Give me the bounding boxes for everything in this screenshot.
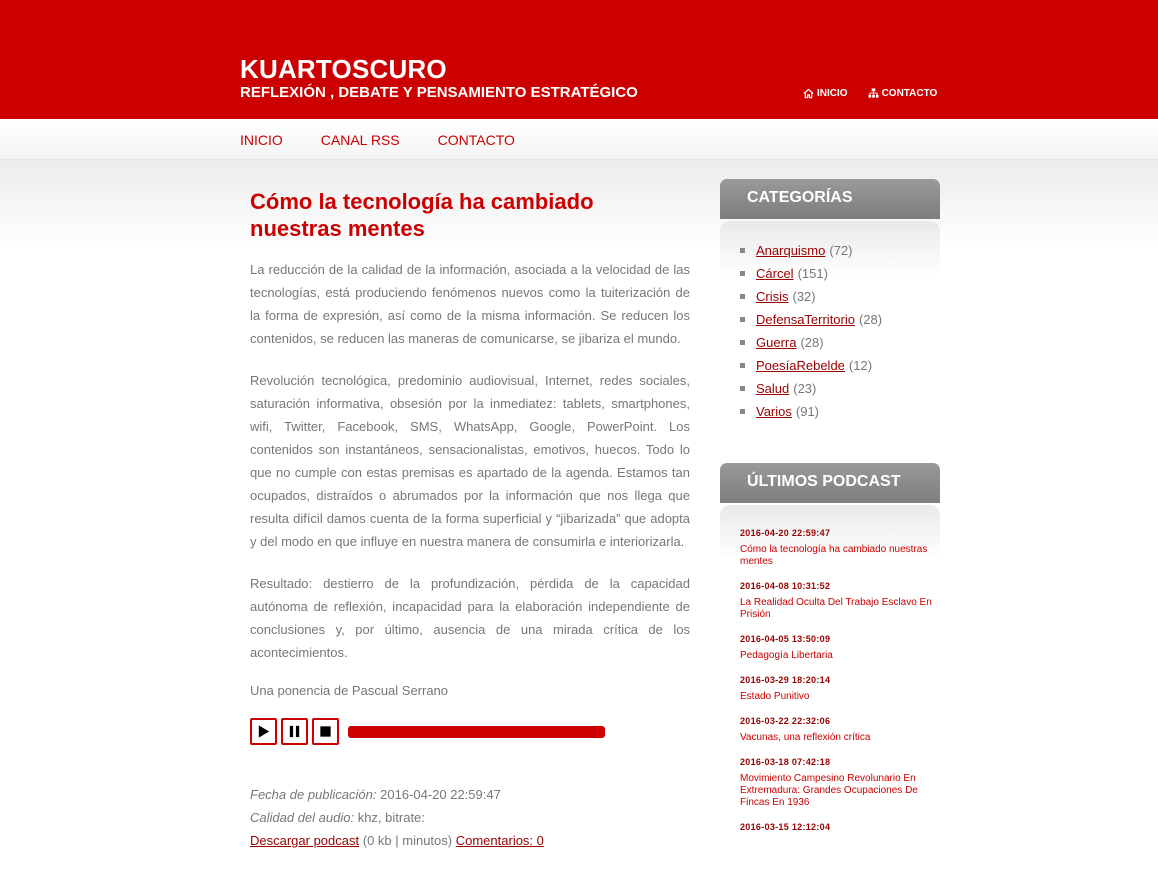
category-item [740,331,940,354]
stop-button[interactable] [312,718,339,745]
top-link-contacto[interactable] [868,88,938,99]
category-item [740,239,940,262]
pause-icon [287,724,302,739]
site-header [0,0,1158,119]
categories-widget [720,221,940,441]
top-link-inicio[interactable] [803,88,848,99]
post-paragraph: Revolución tecnológica, predominio audiovisual, Internet, redes sociales, saturación informativa, obsesión por la inmediatez: tablets, smartphones, wifi, Twitter, Facebook, SMS, WhatsApp, Google, PowerPoint. Los contenidos son instantáneos, sensacionalistas, emotivos, huecos. Todo lo que no cumple con estas premisas es apartado de la agenda. Estamos tan ocupados, distraídos o abrumados por la información que nos llega que resulta difícil damos cuenta de la forma superficial y “jibarizada” que adopta y del modo en que influye en nuestra manera de consumirla e interiorizarla. [250,373,690,549]
site-tagline: REFLEXIÓN , DEBATE Y PENSAMIENTO ESTRATÉGICO [240,84,638,101]
podcasts-title: ÚLTIMOS PODCAST [720,463,940,503]
category-count: (12) [848,358,873,373]
download-podcast-link[interactable]: Descargar podcast [250,833,360,848]
podcast-date: 2016-04-20 22:59:47 [740,528,831,538]
post-meta [250,783,690,852]
podcast-item [740,756,940,809]
category-item [740,400,940,423]
comments-link[interactable]: Comentarios: 0 [455,833,544,848]
category-item [740,262,940,285]
top-link-contacto-label: CONTACTO [881,88,938,99]
pub-date-label: Fecha de publicación: [250,787,377,802]
audio-quality-value: khz, bitrate: [357,810,425,825]
top-links [803,88,937,99]
podcast-link[interactable]: Movimiento Campesino Revolunario En Extremadura: Grandes Ocupaciones De Fincas En 1936 [740,773,918,808]
post-paragraph: Resultado: destierro de la profundización, pérdida de la capacidad autónoma de reflexión, incapacidad para la elaboración independiente de conclusiones y, por último, ausencia de una mirada crítica de los acontecimientos. [250,576,690,660]
post-byline: Una ponencia de Pascual Serrano [250,683,449,698]
bullet-icon [740,386,745,391]
category-link[interactable]: DefensaTerritorio [756,312,855,327]
categories-title: CATEGORÍAS [720,179,940,219]
play-button[interactable] [250,718,277,745]
bullet-icon [740,294,745,299]
podcast-link[interactable]: Vacunas, una reflexión crítica [740,732,871,743]
category-link[interactable]: Crisis [756,289,789,304]
bullet-icon [740,340,745,345]
category-count: (28) [859,312,883,327]
category-count: (23) [793,381,817,396]
audio-quality-label: Calidad del audio: [250,810,355,825]
category-count: (151) [797,266,828,281]
category-link[interactable]: Cárcel [756,266,794,281]
podcast-link[interactable]: Cómo la tecnología ha cambiado nuestras mentes [740,544,928,567]
podcast-item [740,633,940,662]
nav-item-contacto[interactable]: CONTACTO [437,132,515,148]
nav-item-canal-rss[interactable]: CANAL RSS [320,132,400,148]
podcast-item [740,715,940,744]
category-count: (72) [829,243,853,258]
post-title[interactable]: Cómo la tecnología ha cambiado nuestras mentes [250,189,594,241]
podcast-link[interactable]: Estado Punitivo [740,691,810,702]
bullet-icon [740,271,745,276]
category-link[interactable]: Guerra [756,335,797,350]
post-paragraph: La reducción de la calidad de la información, asociada a la velocidad de las tecnologías, está produciendo fenómenos nuevos como la tuiterización de la forma de expresión, así como de la misma información. Se reducen los contenidos, se reducen las maneras de comunicarse, se jibariza el mundo. [250,262,690,346]
pub-date-value: 2016-04-20 22:59:47 [380,787,501,802]
podcast-date: 2016-04-05 13:50:09 [740,634,831,644]
podcast-date: 2016-03-15 12:12:04 [740,822,831,832]
sitemap-icon [868,88,879,99]
podcast-date: 2016-04-08 10:31:52 [740,581,831,591]
category-count: (28) [800,335,824,350]
podcast-item [740,580,940,621]
home-icon [803,88,814,99]
site-title[interactable]: KUARTOSCURO [240,54,447,84]
bullet-icon [740,363,745,368]
audio-player [250,718,690,745]
podcast-link[interactable]: La Realidad Oculta Del Trabajo Esclavo En Prisión [740,597,932,620]
podcast-date: 2016-03-22 22:32:06 [740,716,831,726]
category-link[interactable]: Anarquismo [756,243,826,258]
category-item [740,308,940,331]
podcast-size: (0 kb | minutos) [362,833,453,848]
bullet-icon [740,409,745,414]
category-item [740,285,940,308]
podcast-item [740,674,940,703]
bullet-icon [740,248,745,253]
main-nav [0,119,1158,160]
podcasts-widget [720,505,940,872]
category-count: (91) [795,404,820,419]
stop-icon [318,724,333,739]
bullet-icon [740,317,745,322]
nav-item-inicio[interactable]: INICIO [240,132,283,148]
category-link[interactable]: PoesíaRebelde [756,358,845,373]
pause-button[interactable] [281,718,308,745]
podcast-link[interactable]: Pedagogía Libertaria [740,650,833,661]
podcast-item [740,821,940,833]
audio-progress-bar[interactable] [348,726,605,738]
play-icon [256,724,271,739]
category-link[interactable]: Salud [756,381,790,396]
podcast-item [740,527,940,568]
post-content [250,188,690,852]
podcast-date: 2016-03-29 18:20:14 [740,675,831,685]
category-link[interactable]: Varios [756,404,792,419]
top-link-inicio-label: INICIO [817,88,848,99]
category-item [740,354,940,377]
category-count: (32) [792,289,816,304]
podcast-date: 2016-03-18 07:42:18 [740,757,831,767]
category-item [740,377,940,400]
